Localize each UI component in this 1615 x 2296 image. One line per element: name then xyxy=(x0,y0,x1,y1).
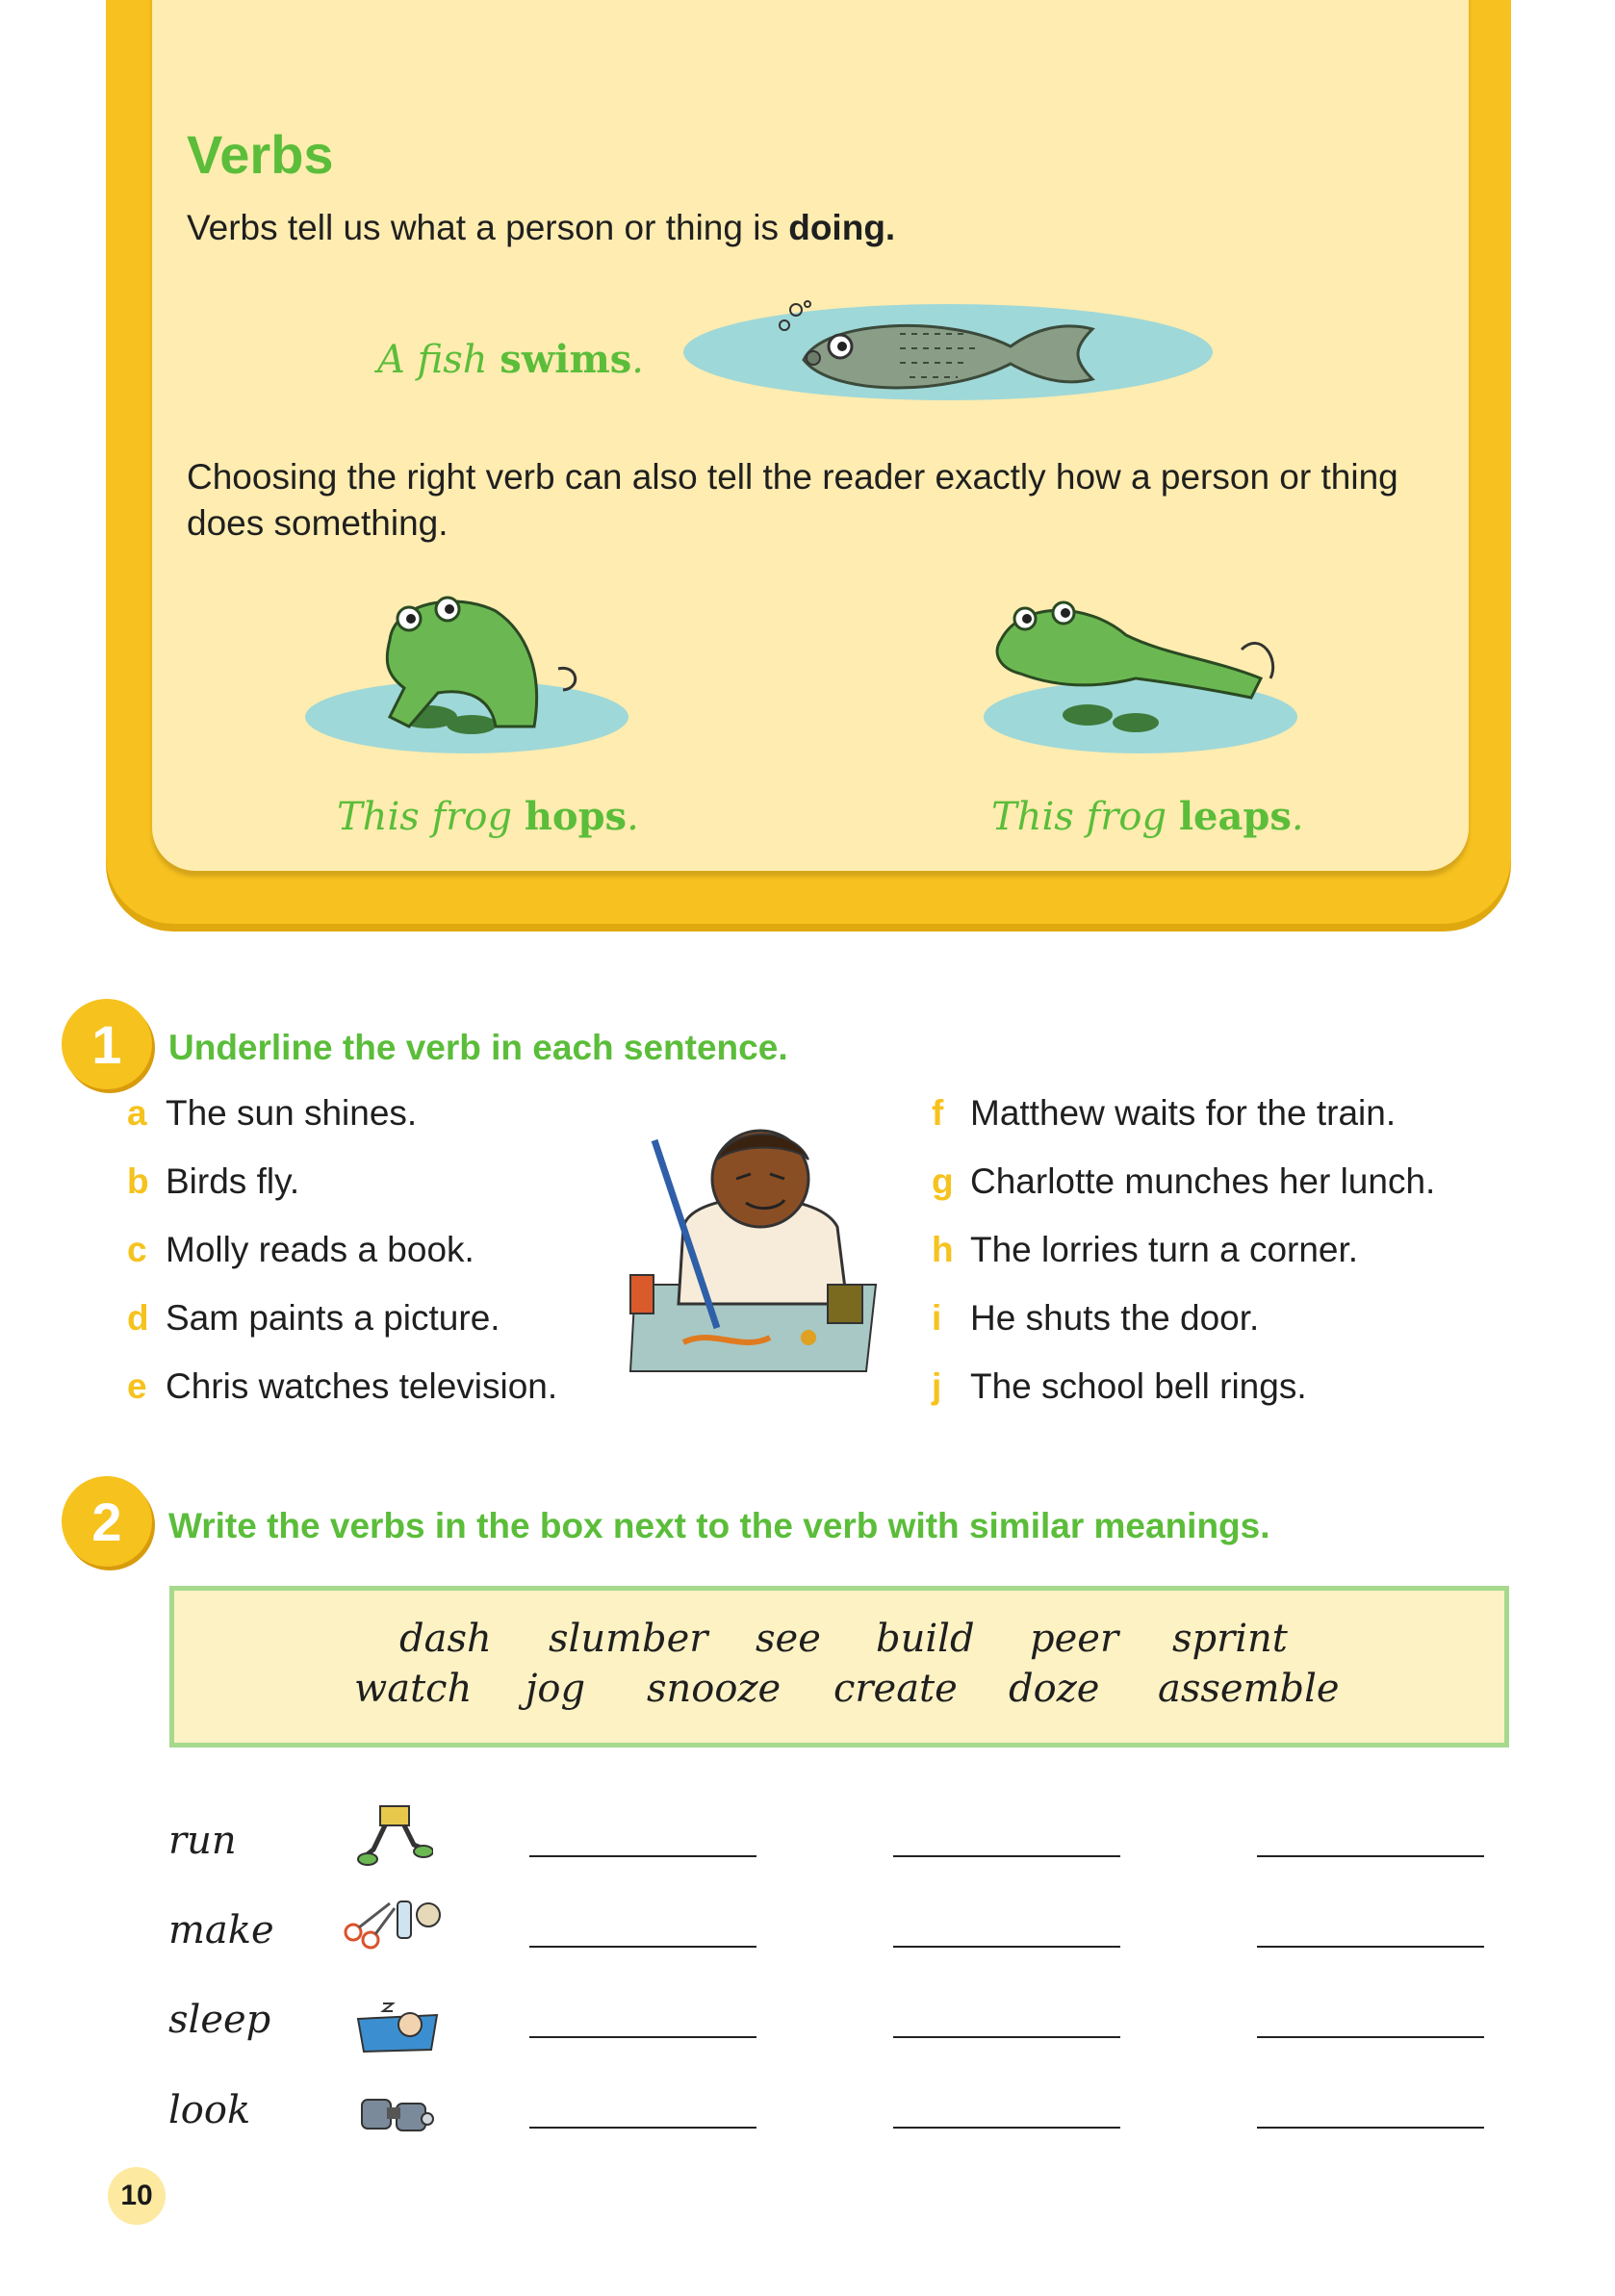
sentence-h: h The lorries turn a corner. xyxy=(932,1230,1359,1269)
panel-title: Verbs xyxy=(187,124,334,185)
word-box-word: sprint xyxy=(1172,1617,1288,1661)
sleeping-person-icon xyxy=(354,2002,441,2055)
question-2-title: Write the verbs in the box next to the verb with similar meanings. xyxy=(168,1506,1270,1545)
answer-line[interactable] xyxy=(529,1946,756,1948)
word-box-word: see xyxy=(756,1617,821,1661)
answer-line[interactable] xyxy=(1257,1855,1484,1857)
row-label-sleep: sleep xyxy=(168,1998,271,2042)
word-box-word: snooze xyxy=(647,1667,782,1711)
sentence-d: d Sam paints a picture. xyxy=(127,1298,500,1338)
sentence-i: i He shuts the door. xyxy=(932,1298,1260,1338)
question-2-badge: 2 xyxy=(62,1476,152,1567)
word-box-word: doze xyxy=(1009,1667,1100,1711)
sentence-f: f Matthew waits for the train. xyxy=(932,1093,1397,1133)
word-box-word: watch xyxy=(354,1667,473,1711)
binoculars-icon xyxy=(358,2090,435,2136)
sentence-j: j The school bell rings. xyxy=(932,1366,1307,1406)
word-box-word: slumber xyxy=(549,1617,708,1661)
word-box-word: assemble xyxy=(1158,1667,1340,1711)
leaping-frog-illustration xyxy=(982,582,1299,755)
sentence-a: a The sun shines. xyxy=(127,1093,418,1133)
answer-line[interactable] xyxy=(1257,1946,1484,1948)
row-label-run: run xyxy=(168,1819,237,1863)
answer-line[interactable] xyxy=(529,2036,756,2038)
row-label-look: look xyxy=(168,2088,251,2132)
answer-line[interactable] xyxy=(893,2127,1120,2129)
frog-leaps-icon xyxy=(982,582,1299,755)
page-number: 10 xyxy=(108,2167,166,2225)
hopping-frog-illustration xyxy=(303,582,630,755)
panel-intro: Verbs tell us what a person or thing is doing. xyxy=(187,208,896,247)
leaps-caption: This frog leaps. xyxy=(991,794,1304,839)
fish-icon xyxy=(679,300,1218,404)
sentence-e: e Chris watches television. xyxy=(127,1366,558,1406)
sentence-g: g Charlotte munches her lunch. xyxy=(932,1161,1436,1201)
question-1-title: Underline the verb in each sentence. xyxy=(168,1028,788,1067)
answer-line[interactable] xyxy=(1257,2036,1484,2038)
word-box-word: create xyxy=(833,1667,958,1711)
answer-line[interactable] xyxy=(1257,2127,1484,2129)
answer-line[interactable] xyxy=(893,1946,1120,1948)
boy-painting-illustration xyxy=(626,1121,885,1381)
sentence-c: c Molly reads a book. xyxy=(127,1230,474,1269)
row-label-make: make xyxy=(168,1908,274,1952)
frog-hops-icon xyxy=(303,582,630,755)
fish-caption: A fish swims. xyxy=(377,337,645,382)
panel-explanation: Choosing the right verb can also tell the reader exactly how a person or thing does something. xyxy=(187,457,1398,543)
hops-caption: This frog hops. xyxy=(337,794,639,839)
word-box-word: dash xyxy=(399,1617,492,1661)
answer-line[interactable] xyxy=(529,2127,756,2129)
answer-line[interactable] xyxy=(893,1855,1120,1857)
scissors-glue-icon xyxy=(342,1894,448,1952)
q1-left-list xyxy=(127,1093,557,1435)
word-box-word: build xyxy=(876,1617,975,1661)
question-1-badge: 1 xyxy=(62,999,152,1089)
running-legs-icon xyxy=(356,1801,433,1869)
painting-boy-icon xyxy=(626,1121,885,1381)
answer-line[interactable] xyxy=(529,1855,756,1857)
answer-line[interactable] xyxy=(893,2036,1120,2038)
word-box-word: jog xyxy=(526,1667,586,1711)
fish-illustration xyxy=(679,300,1218,404)
word-box-word: peer xyxy=(1030,1617,1119,1661)
q1-right-list xyxy=(932,1093,1435,1435)
sentence-b: b Birds fly. xyxy=(127,1161,300,1201)
